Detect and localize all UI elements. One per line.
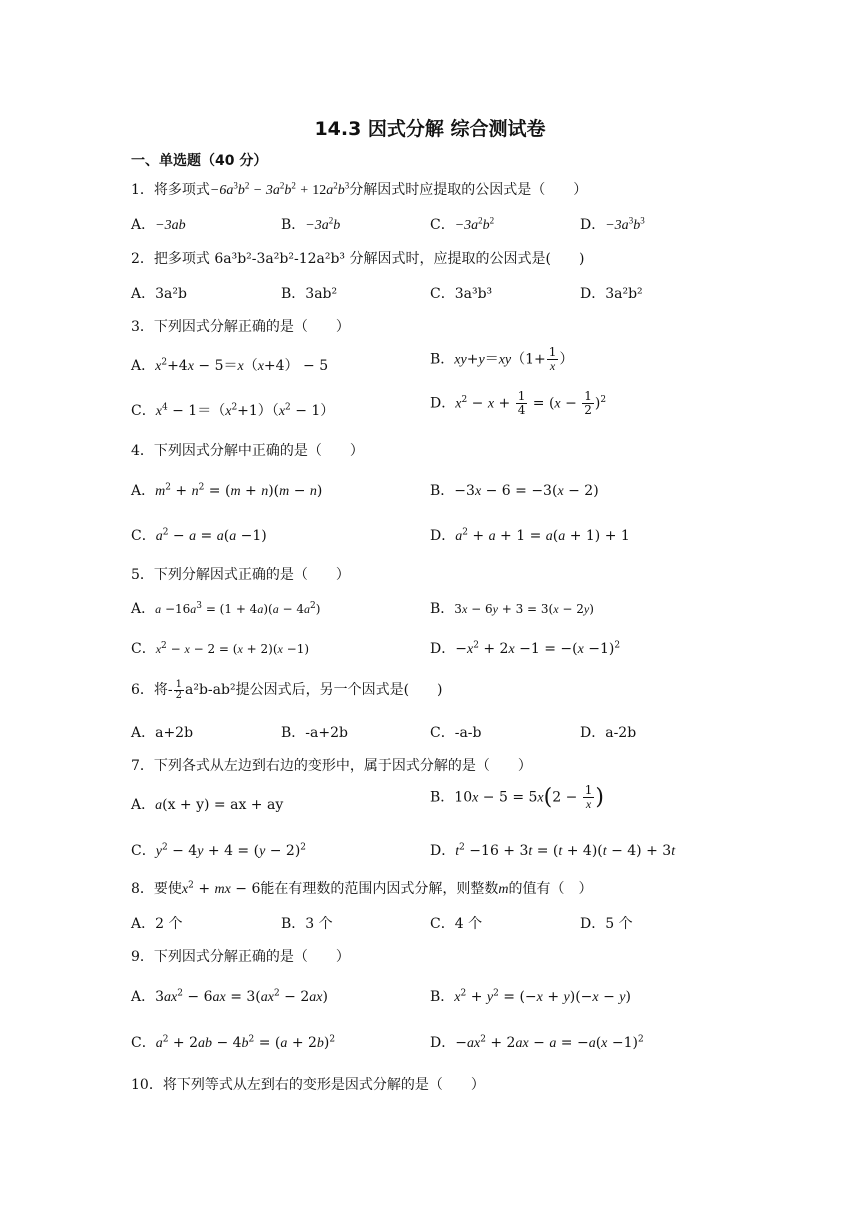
option-a[interactable]: A．$a -16a^3 = (1 + 4a)(a - 4a^2)$: [131, 601, 321, 617]
question-5: 5．下列分解因式正确的是（ ）: [131, 567, 350, 583]
question-9: 9．下列因式分解正确的是（ ）: [131, 949, 350, 965]
option-b[interactable]: B．xy+y＝xy（1+ $\frac{1}{x}$ ）: [430, 345, 574, 373]
option-c[interactable]: C．$-3a^2b^2$: [430, 215, 495, 233]
option-d[interactable]: D．$t^2 -16 + 3t = (t + 4)(t - 4) + 3t$: [430, 842, 676, 859]
question-3: 3．下列因式分解正确的是（ ）: [131, 319, 350, 335]
option-d[interactable]: D．a-2b: [580, 725, 637, 741]
option-a[interactable]: A．$m^2 + n^2 = (m + n)(m - n)$: [131, 482, 323, 499]
option-c[interactable]: C．-a-b: [430, 725, 482, 741]
option-a[interactable]: A．$3ax^2 - 6ax = 3(ax^2 - 2ax)$: [131, 988, 328, 1005]
option-b[interactable]: B．10x − 5 = 5x(2 − $\frac{1}{x}$ ): [430, 783, 604, 811]
option-d[interactable]: D．$a^2 + a + 1 = a(a + 1) + 1$: [430, 527, 630, 544]
question-4: 4．下列因式分解中正确的是（ ）: [131, 443, 364, 459]
question-8: 8．要使$x^2$ + mx − 6能在有理数的范围内因式分解，则整数m的值有（ ）: [131, 880, 593, 897]
question-10: 10．将下列等式从左到右的变形是因式分解的是（ ）: [131, 1077, 485, 1093]
math-expression: $-6a^3b^2 - 3a^2b^2 + 12a^2b^3$: [209, 180, 350, 198]
option-c[interactable]: C．$y^2 - 4y + 4 = (y - 2)^2$: [131, 842, 307, 859]
question-7: 7．下列各式从左边到右边的变形中，属于因式分解的是（ ）: [131, 758, 532, 774]
option-a[interactable]: A．3a²b: [131, 286, 187, 302]
option-b[interactable]: B．$-3a^2b$: [281, 215, 341, 233]
option-a[interactable]: A．a(x + y) = ax + ay: [131, 797, 284, 813]
option-d[interactable]: D．$x^2 - x$ + $\frac{1}{4}$ = (x − $\frac{1}{2}$ )$^2$: [430, 389, 607, 417]
option-c[interactable]: C．4 个: [430, 916, 483, 932]
option-d[interactable]: D．5 个: [580, 916, 633, 932]
option-a[interactable]: A．2 个: [131, 916, 183, 932]
option-c[interactable]: C．$x^4 - 1=(x^2+1)(x^2 - 1)$: [131, 402, 335, 419]
option-d[interactable]: D．$-ax^2 + 2ax - a = -a(x -1)^2$: [430, 1034, 644, 1051]
option-c[interactable]: C．3a³b³: [430, 286, 493, 302]
option-d[interactable]: D．3a²b²: [580, 286, 643, 302]
option-b[interactable]: B．$x^2 + y^2 = (-x + y)(-x - y)$: [430, 988, 631, 1005]
option-b[interactable]: B．3x − 6y + 3 = 3(x − 2y): [430, 601, 594, 617]
option-a[interactable]: A．a+2b: [131, 725, 194, 741]
section-heading: 一、单选题（40 分）: [131, 153, 268, 169]
option-d[interactable]: D．$-x^2 + 2x -1 = -(x -1)^2$: [430, 640, 621, 657]
option-a[interactable]: A．$x^2+4x - 5=x(x+4) - 5$: [131, 357, 329, 374]
option-c[interactable]: C．$a^2 - a = a(a -1)$: [131, 527, 267, 544]
option-b[interactable]: B．−3x − 6 = −3(x − 2): [430, 483, 599, 499]
question-1: 1．将多项式$-6a^3b^2 - 3a^2b^2 + 12a^2b^3$分解因式时应提取的公因式是（ ）: [131, 180, 588, 198]
question-2: 2．把多项式 6a³b²-3a²b²-12a²b³ 分解因式时，应提取的公因式是( ): [131, 251, 585, 267]
page-title: 14.3 因式分解 综合测试卷: [314, 118, 546, 140]
option-b[interactable]: B．3ab²: [281, 286, 338, 302]
option-c[interactable]: C．$x^2 - x - 2 = (x + 2)(x -1)$: [131, 641, 310, 657]
option-c[interactable]: C．$a^2 + 2ab - 4b^2 = (a + 2b)^2$: [131, 1034, 336, 1051]
option-b[interactable]: B．3 个: [281, 916, 333, 932]
question-6: 6．将- $\frac{1}{2}$ a²b-ab²提公因式后，另一个因式是( ): [131, 678, 443, 701]
option-d[interactable]: D．$-3a^3b^3$: [580, 215, 645, 233]
option-b[interactable]: B．-a+2b: [281, 725, 348, 741]
option-a[interactable]: A．−3ab: [131, 217, 186, 233]
